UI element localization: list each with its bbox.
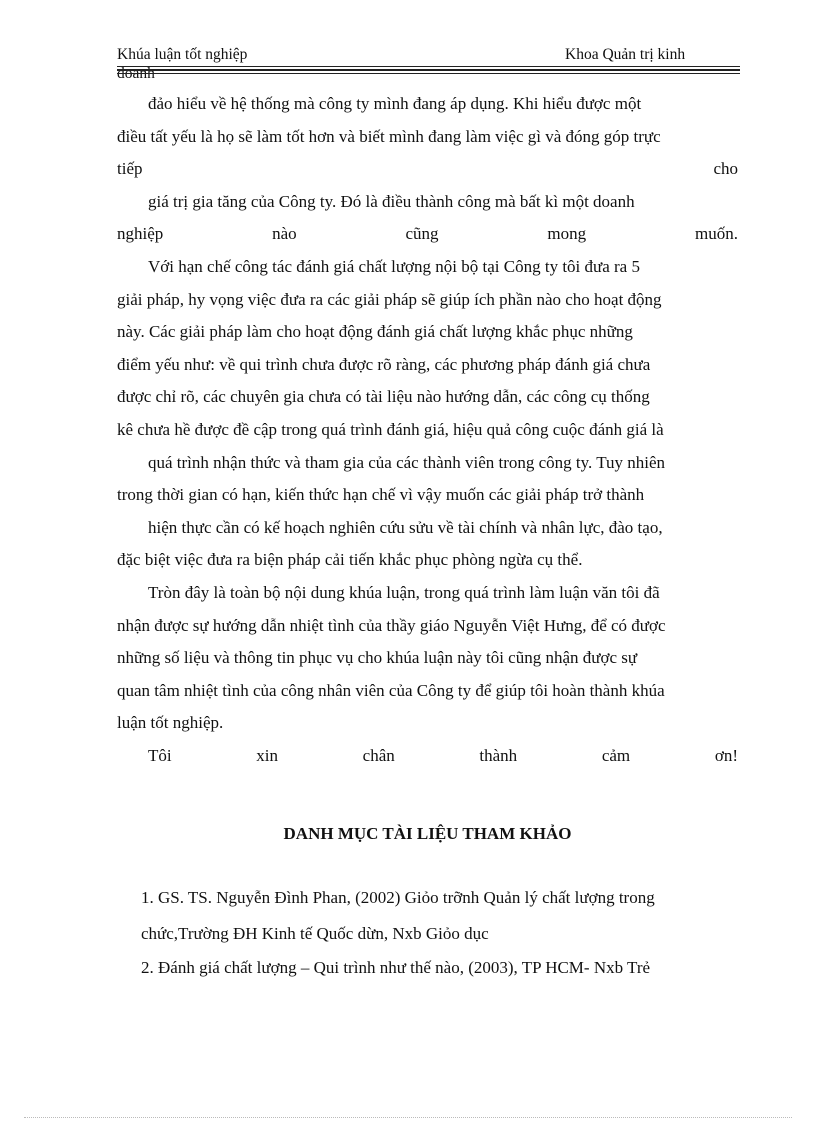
reference-item: 2. Đánh giá chất lượng – Qui trình như thế nào, (2003), TP HCM- Nxb Trẻ: [141, 958, 651, 977]
text-line: những số liệu và thông tin phục vụ cho khúa luận này tôi cũng nhận được sự: [117, 648, 638, 668]
text-line: luận tốt nghiệp.: [117, 713, 224, 733]
word: thành: [479, 745, 518, 765]
text-line: điểm yếu như: về qui trình chưa được rõ ràng, các phương pháp đánh giá chưa: [117, 354, 651, 374]
page-bottom-dotted-line: [24, 1117, 792, 1118]
text-line: kê chưa hề được đề cập trong quá trình đánh giá, hiệu quả công cuộc đánh giá là: [117, 419, 664, 439]
word: chân: [362, 745, 395, 765]
body-text: [117, 88, 738, 772]
word: nghiệp: [117, 224, 164, 244]
text-line: điều tất yếu là họ sẽ làm tốt hơn và biết mình đang làm việc gì và đóng góp trực: [117, 126, 661, 146]
header-rule: [117, 66, 740, 67]
text-line: trong thời gian có hạn, kiến thức hạn chế vì vậy muốn các giải pháp trở thành: [117, 485, 645, 505]
reference-item-continuation: chức,Trường ĐH Kinh tế Quốc dừn, Nxb Giỏo dục: [141, 924, 489, 943]
word: xin: [256, 745, 278, 765]
text-line: Với hạn chế công tác đánh giá chất lượng nội bộ tại Công ty tôi đưa ra 5: [148, 256, 640, 276]
text-line: [117, 153, 738, 186]
text-line: đặc biệt việc đưa ra biện pháp cải tiến khắc phục phòng ngừa cụ thể.: [117, 550, 583, 570]
text-line: được chỉ rõ, các chuyên gia chưa có tài liệu nào hướng dẫn, các công cụ thống: [117, 387, 650, 407]
word: nào: [272, 224, 297, 244]
text-line: [117, 218, 738, 251]
word: Tôi: [148, 745, 172, 765]
word: mong: [547, 224, 587, 244]
word: ơn!: [714, 745, 738, 765]
header-faculty-continuation: doanh: [117, 65, 155, 82]
text-line: giải pháp, hy vọng việc đưa ra các giải pháp sẽ giúp ích phần nào cho hoạt động: [117, 289, 662, 309]
reference-item: 1. GS. TS. Nguyễn Đình Phan, (2002) Giỏo trỡnh Quản lý chất lượng trong: [141, 888, 655, 907]
text-line: đảo hiểu về hệ thống mà công ty mình đang áp dụng. Khi hiểu được một: [148, 94, 642, 113]
word: cũng: [405, 224, 439, 244]
word: cho: [713, 159, 738, 179]
text-line: này. Các giải pháp làm cho hoạt động đánh giá chất lượng khắc phục những: [117, 322, 633, 342]
text-line: hiện thực cần có kế hoạch nghiên cứu sửu về tài chính và nhân lực, đào tạo,: [148, 517, 663, 537]
header-faculty-label: Khoa Quản trị kinh: [565, 46, 686, 63]
word: muốn.: [694, 224, 738, 244]
text-line: nhận được sự hướng dẫn nhiệt tình của thầy giáo Nguyễn Việt Hưng, để có được: [117, 615, 666, 635]
word: tiếp: [117, 159, 143, 179]
header-rule: [117, 69, 740, 71]
header-rule: [117, 73, 740, 74]
text-line: Tròn đây là toàn bộ nội dung khúa luận, trong quá trình làm luận văn tôi đã: [148, 582, 660, 602]
references-heading: DANH MỤC TÀI LIỆU THAM KHẢO: [283, 824, 572, 843]
text-line: quá trình nhận thức và tham gia của các thành viên trong công ty. Tuy nhiên: [148, 452, 666, 472]
text-line: quan tâm nhiệt tình của công nhân viên của Công ty để giúp tôi hoàn thành khúa: [117, 680, 665, 700]
header-thesis-label: Khúa luận tốt nghiệp: [117, 46, 248, 63]
text-line: giá trị gia tăng của Công ty. Đó là điều thành công mà bất kì một doanh: [148, 191, 635, 211]
closing-line: [117, 740, 738, 773]
word: cảm: [601, 745, 631, 765]
